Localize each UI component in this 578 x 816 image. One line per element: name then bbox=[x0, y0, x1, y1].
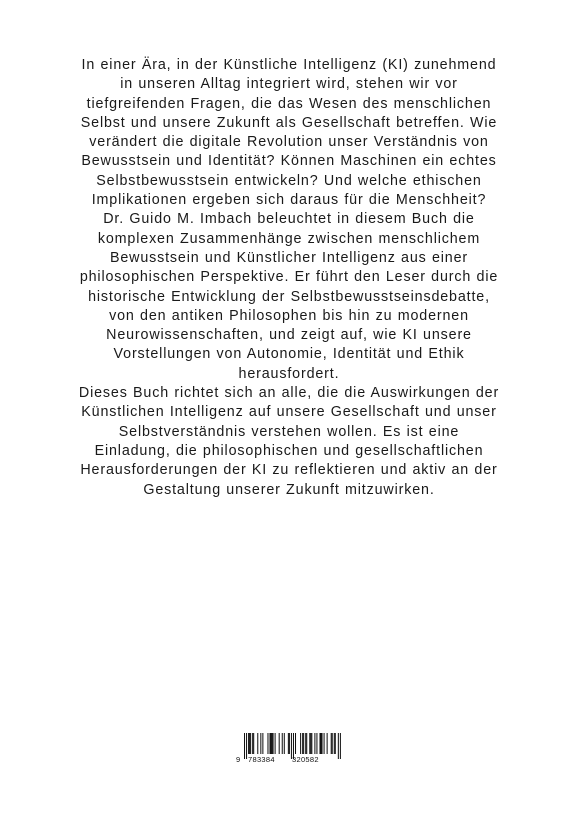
barcode-bar bbox=[316, 733, 317, 754]
blurb-line: Bewusstsein und Identität? Können Maschinen ein echtes bbox=[81, 153, 497, 170]
barcode-bar bbox=[249, 733, 250, 754]
barcode-bar bbox=[288, 733, 289, 754]
blurb-line: historische Entwicklung der Selbstbewusstseinsdebatte, bbox=[88, 288, 490, 305]
barcode-bar bbox=[260, 733, 261, 754]
barcode-bar bbox=[271, 733, 272, 754]
barcode-bar bbox=[248, 733, 249, 754]
barcode-bar bbox=[253, 733, 254, 754]
barcode-bar bbox=[327, 733, 328, 754]
barcode-bar bbox=[334, 733, 335, 754]
blurb-line: Implikationen ergeben sich daraus für die Menschheit? bbox=[91, 192, 487, 209]
blurb-line: Einladung, die philosophischen und gesellschaftlichen bbox=[94, 442, 484, 459]
barcode-bar bbox=[300, 733, 301, 754]
barcode-bar bbox=[305, 733, 306, 754]
blurb-line: Bewusstsein und Künstlicher Intelligenz aus einer bbox=[109, 249, 469, 266]
barcode-bar bbox=[284, 733, 285, 754]
barcode-bar bbox=[295, 733, 296, 754]
blurb-line: tiefgreifenden Fragen, die das Wesen des menschlichen bbox=[86, 95, 492, 112]
barcode-bar bbox=[302, 733, 303, 754]
barcode-bar bbox=[246, 733, 247, 759]
back-cover-blurb bbox=[50, 56, 528, 500]
blurb-line: Selbstbewusstsein entwickeln? Und welche ethischen bbox=[96, 172, 482, 189]
blurb-line: Vorstellungen von Autonomie, Identität und Ethik bbox=[113, 346, 465, 363]
blurb-line: Neurowissenschaften, und zeigt auf, wie KI unsere bbox=[106, 327, 472, 344]
barcode-bar bbox=[309, 733, 310, 754]
barcode-bar bbox=[306, 733, 307, 754]
blurb-line: Selbstverständnis verstehen wollen. Es ist eine bbox=[118, 423, 460, 440]
blurb-line: In einer Ära, in der Künstliche Intelligenz (KI) zunehmend bbox=[81, 57, 497, 73]
barcode-bar bbox=[340, 733, 341, 759]
blurb-line: komplexen Zusammenhänge zwischen menschlichem bbox=[97, 230, 481, 247]
barcode-bar bbox=[282, 733, 283, 754]
barcode-first-digit: 9 bbox=[236, 755, 241, 764]
blurb-line: Gestaltung unserer Zukunft mitzuwirken. bbox=[143, 481, 435, 498]
blurb-line: Dieses Buch richtet sich an alle, die die Auswirkungen der bbox=[78, 385, 500, 402]
blurb-line: Selbst und unsere Zukunft als Gesellschaft betreffen. Wie bbox=[80, 114, 498, 131]
barcode-left-group: 783384 bbox=[248, 755, 275, 764]
blurb-line: Herausforderungen der KI zu reflektieren und aktiv an der bbox=[80, 462, 498, 479]
blurb-line: Dr. Guido M. Imbach beleuchtet in diesem Buch die bbox=[103, 211, 475, 228]
barcode-bar bbox=[257, 733, 258, 754]
blurb-line: verändert die digitale Revolution unser Verständnis von bbox=[89, 134, 489, 151]
barcode-bar bbox=[331, 733, 332, 754]
blurb-line: von den antiken Philosophen bis hin zu modernen bbox=[109, 307, 469, 324]
barcode-bar bbox=[314, 733, 315, 754]
barcode-bar bbox=[267, 733, 268, 754]
barcode-bar bbox=[252, 733, 253, 754]
barcode-bar bbox=[250, 733, 251, 754]
isbn-barcode bbox=[236, 733, 342, 767]
barcode-bar bbox=[279, 733, 280, 754]
barcode-bar bbox=[270, 733, 271, 754]
barcode-bar bbox=[262, 733, 263, 754]
barcode-right-group: 320582 bbox=[292, 755, 319, 764]
barcode-bar bbox=[310, 733, 311, 754]
barcode-bar bbox=[275, 733, 276, 754]
blurb-line: in unseren Alltag integriert wird, stehen wir vor bbox=[120, 76, 458, 93]
barcode-bar bbox=[322, 733, 323, 754]
blurb-line: philosophischen Perspektive. Er führt den Leser durch die bbox=[79, 269, 499, 286]
barcode-bar bbox=[272, 733, 273, 754]
barcode-bar bbox=[244, 733, 245, 759]
barcode-bar bbox=[324, 733, 325, 754]
barcode-bar bbox=[289, 733, 290, 754]
barcode-bar bbox=[332, 733, 333, 754]
barcode-bar bbox=[321, 733, 322, 754]
blurb-line: herausfordert. bbox=[238, 365, 340, 382]
barcode-bar bbox=[338, 733, 339, 759]
barcode-bar bbox=[303, 733, 304, 754]
barcode-bar bbox=[319, 733, 320, 754]
blurb-line: Künstlichen Intelligenz auf unsere Gesellschaft und unser bbox=[81, 404, 497, 421]
barcode-bar bbox=[273, 733, 274, 754]
barcode-bar bbox=[311, 733, 312, 754]
barcode-bar bbox=[335, 733, 336, 754]
